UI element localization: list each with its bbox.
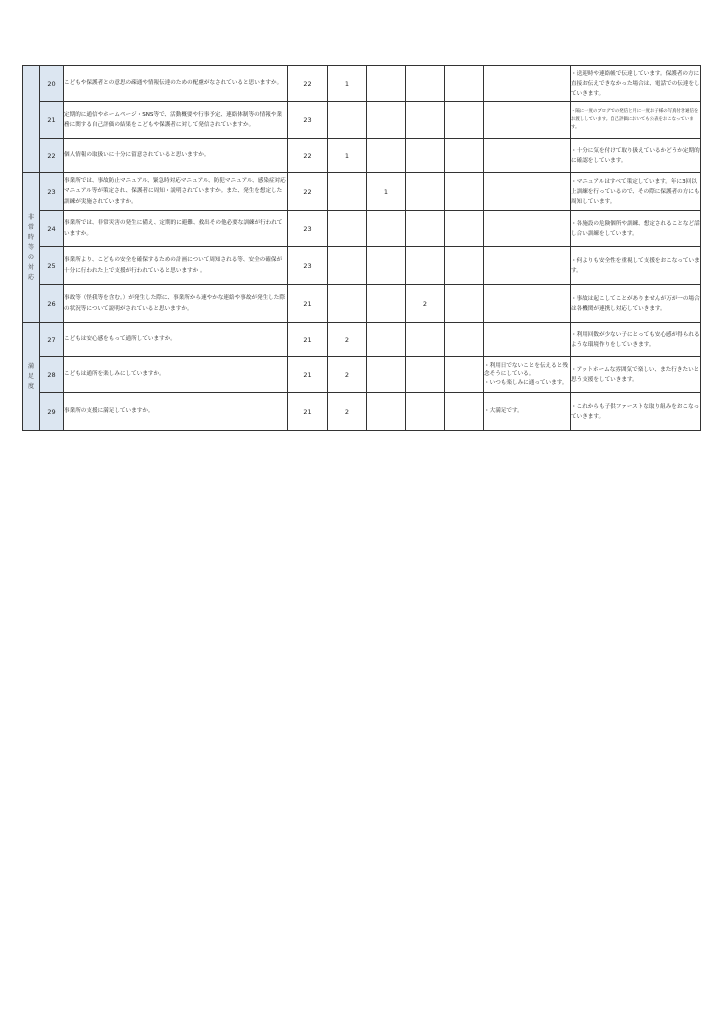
question-text: 事業所の支援に満足していますか。 (64, 393, 288, 431)
answer-count-yes: 21 (288, 393, 328, 431)
parent-comment (484, 211, 571, 247)
answer-count-yes: 21 (288, 323, 328, 357)
table-row (23, 393, 701, 431)
answer-count-no: 2 (406, 285, 445, 323)
parent-comment (484, 102, 571, 139)
empty-cell (445, 102, 484, 139)
empty-cell (445, 247, 484, 285)
facility-response: ・何よりも安全性を重視して支援をおこなっています。 (571, 247, 701, 285)
parent-comment (484, 66, 571, 102)
table-row (23, 102, 701, 139)
facility-response: ・隔に一度のブログでの発信と月に一度お子様の写真付き通信をお渡ししています。自己評価においても公表をおこなっています。 (571, 102, 701, 139)
facility-response: ・アットホームな雰囲気で楽しい、また行きたいと思う支援をしていきます。 (571, 357, 701, 393)
empty-cell (445, 173, 484, 211)
question-number: 25 (40, 247, 64, 285)
answer-count-yes: 21 (288, 357, 328, 393)
facility-response: ・十分に気を付けて取り扱えているかどうか定期的に確認をしています。 (571, 139, 701, 173)
answer-count-yes: 23 (288, 102, 328, 139)
answer-count-somewhat: 2 (328, 357, 367, 393)
question-number: 20 (40, 66, 64, 102)
question-text: こどもは通所を楽しみにしていますか。 (64, 357, 288, 393)
answer-count-somewhat (328, 102, 367, 139)
answer-count-unknown (367, 393, 406, 431)
section-label-char: 対 (27, 263, 34, 271)
question-number: 21 (40, 102, 64, 139)
facility-response: ・送迎時や連絡帳で伝達しています。保護者の方に直接お伝えできなかった場合は、電話での伝達をしていきます。 (571, 66, 701, 102)
answer-count-somewhat (328, 173, 367, 211)
question-number: 24 (40, 211, 64, 247)
question-text: 事業所では、非常災害の発生に備え、定期的に避難、救出その他必要な訓練が行われていますか。 (64, 211, 288, 247)
question-text: 事故等（怪我等を含む。）が発生した際に、事業所から速やかな連絡や事故が発生した際の状況等について説明がされていると思いますか。 (64, 285, 288, 323)
answer-count-no (406, 139, 445, 173)
section-label-sec-emergency (23, 173, 40, 323)
answer-count-unknown (367, 357, 406, 393)
question-number: 27 (40, 323, 64, 357)
answer-count-unknown (367, 285, 406, 323)
answer-count-no (406, 173, 445, 211)
section-label-char: 常 (27, 223, 34, 231)
empty-cell (445, 285, 484, 323)
parent-comment: ・利用日でないことを伝えると残念そうにしている。 ・いつも楽しみに通っています。 (484, 357, 571, 393)
answer-count-no (406, 247, 445, 285)
answer-count-no (406, 102, 445, 139)
question-text: こどもは安心感をもって通所していますか。 (64, 323, 288, 357)
answer-count-no (406, 323, 445, 357)
answer-count-unknown (367, 102, 406, 139)
question-number: 28 (40, 357, 64, 393)
answer-count-no (406, 211, 445, 247)
answer-count-somewhat: 1 (328, 66, 367, 102)
answer-count-no (406, 393, 445, 431)
parent-comment: ・大満足です。 (484, 393, 571, 431)
answer-count-somewhat: 1 (328, 139, 367, 173)
table-row (23, 285, 701, 323)
table-row (23, 357, 701, 393)
question-number: 22 (40, 139, 64, 173)
answer-count-somewhat (328, 285, 367, 323)
question-number: 26 (40, 285, 64, 323)
facility-response: ・これからも子供ファーストな取り組みをおこなっていきます。 (571, 393, 701, 431)
answer-count-somewhat (328, 247, 367, 285)
facility-response: ・事故は起こしてことがありませんが万が一の場合は各機関が連携し対応していきます。 (571, 285, 701, 323)
table-row (23, 139, 701, 173)
answer-count-no (406, 357, 445, 393)
answer-count-unknown (367, 211, 406, 247)
table-row (23, 211, 701, 247)
section-label-char: 満 (27, 362, 34, 370)
parent-comment (484, 285, 571, 323)
facility-response: ・マニュアルはすべて策定しています。年に3回以上訓練を行っているので、その際に保護者の方にも周知しています。 (571, 173, 701, 211)
question-text: 事業所より、こどもの安全を確保するための計画について周知される等、安全の確保が十分に行われた上で支援が行われていると思いますか 。 (64, 247, 288, 285)
section-label-char: の (27, 253, 34, 261)
question-text: 個人情報の取扱いに十分に留意されていると思いますか。 (64, 139, 288, 173)
answer-count-yes: 22 (288, 139, 328, 173)
empty-cell (445, 139, 484, 173)
section-label-char: 等 (27, 243, 34, 251)
empty-cell (445, 211, 484, 247)
table-row (23, 66, 701, 102)
survey-table (22, 65, 701, 431)
answer-count-unknown (367, 139, 406, 173)
parent-comment (484, 323, 571, 357)
question-number: 23 (40, 173, 64, 211)
answer-count-unknown (367, 323, 406, 357)
section-label-char: 度 (27, 382, 34, 390)
section-label-char: 非 (27, 213, 34, 221)
parent-comment (484, 139, 571, 173)
answer-count-yes: 22 (288, 173, 328, 211)
parent-comment (484, 247, 571, 285)
question-number: 29 (40, 393, 64, 431)
answer-count-yes: 23 (288, 247, 328, 285)
question-text: 定期的に通信やホームページ・SNS等で、活動概要や行事予定、連絡体制等の情報や業務に関する自己評価の結果をこどもや保護者に対して発信されていますか。 (64, 102, 288, 139)
empty-cell (445, 66, 484, 102)
answer-count-somewhat: 2 (328, 323, 367, 357)
section-label-char: 足 (27, 372, 34, 380)
facility-response: ・各施設の危険個所や訓練、想定されることなど話し合い訓練をしています。 (571, 211, 701, 247)
answer-count-no (406, 66, 445, 102)
answer-count-somewhat: 2 (328, 393, 367, 431)
table-row (23, 173, 701, 211)
section-label-char: 応 (27, 273, 34, 281)
section-label-sec-satisfaction (23, 323, 40, 431)
empty-cell (445, 357, 484, 393)
answer-count-somewhat (328, 211, 367, 247)
empty-cell (445, 393, 484, 431)
answer-count-unknown: 1 (367, 173, 406, 211)
section-label-sec-continued (23, 66, 40, 173)
question-text: こどもや保護者との意思の疎通や情報伝達のための配慮がなされていると思いますか。 (64, 66, 288, 102)
question-text: 事業所では、事故防止マニュアル、緊急時対応マニュアル、防犯マニュアル、感染症対応マニュアル等が策定され、保護者に周知・説明されていますか。また、発生を想定した訓練が実施されていますか。 (64, 173, 288, 211)
answer-count-yes: 22 (288, 66, 328, 102)
empty-cell (445, 323, 484, 357)
answer-count-yes: 23 (288, 211, 328, 247)
parent-comment (484, 173, 571, 211)
table-row (23, 247, 701, 285)
facility-response: ・利用回数が少ない子にとっても安心感が得られるような環境作りをしていきます。 (571, 323, 701, 357)
answer-count-unknown (367, 66, 406, 102)
section-label-char: 時 (27, 233, 34, 241)
table-row (23, 323, 701, 357)
answer-count-yes: 21 (288, 285, 328, 323)
answer-count-unknown (367, 247, 406, 285)
